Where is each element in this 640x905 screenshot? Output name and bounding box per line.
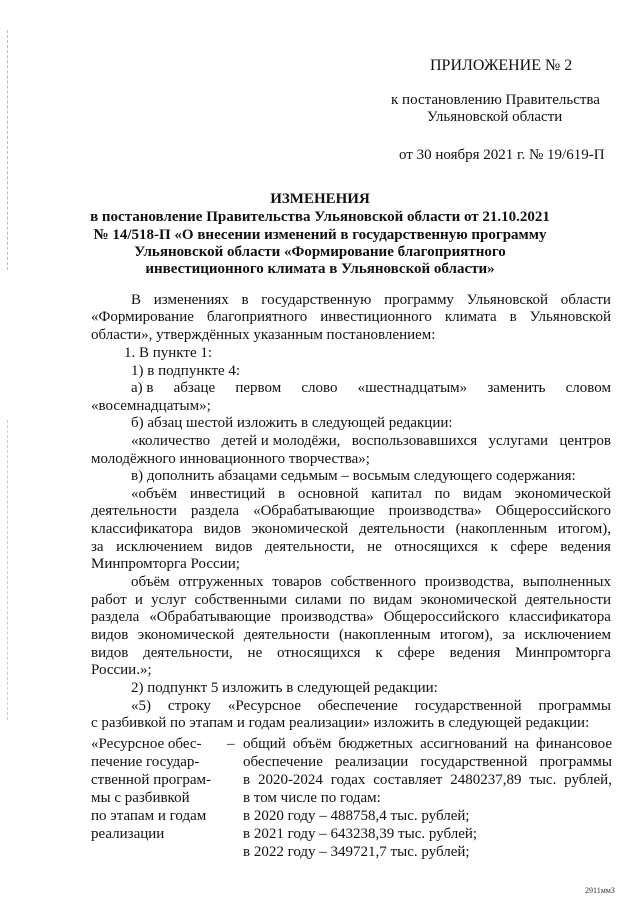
document-code: 2911мм3 <box>585 886 615 895</box>
word: обеспечение <box>243 754 323 770</box>
annex-label: ПРИЛОЖЕНИЕ № 2 <box>430 57 573 74</box>
word: заменить <box>487 380 546 396</box>
word: к <box>490 539 498 555</box>
paragraph-line <box>91 308 611 326</box>
word: экономической <box>137 627 235 643</box>
item-heading: 1. В пункте 1: <box>124 345 213 361</box>
word: в <box>509 309 517 325</box>
table-right-cell-line: в 2020 году – 488758,4 тыс. рублей; <box>243 808 470 824</box>
paragraph-line: б) абзац шестой изложить в следующей редакции: <box>131 415 453 431</box>
word: центров <box>559 433 611 449</box>
word: итогом), <box>557 521 611 537</box>
paragraph-line <box>131 485 611 503</box>
word: «количество <box>131 433 211 449</box>
table-left-cell-line: мы с разбивкой <box>91 790 190 806</box>
table-left-cell-line: ственной програм- <box>91 772 212 788</box>
word: Общероссийского <box>495 503 611 519</box>
word: товаров <box>272 574 322 590</box>
word: сфере <box>510 539 548 555</box>
word: работ <box>91 592 127 608</box>
word: общий <box>243 736 286 752</box>
word: словом <box>565 380 611 396</box>
paragraph-line: России.»; <box>91 662 152 678</box>
paragraph-line <box>91 538 611 556</box>
paragraph-line: в) дополнить абзацами седьмым – восьмым следующего содержания: <box>131 468 576 484</box>
word: государственной <box>414 698 522 714</box>
word: не <box>367 539 382 555</box>
word: тыс. <box>529 772 557 788</box>
word: видам <box>462 486 502 502</box>
word: по <box>349 592 366 608</box>
word: изменениях <box>153 292 229 308</box>
word: «объём <box>131 486 178 502</box>
word: исключением <box>116 539 203 555</box>
word: классификатора <box>509 609 611 625</box>
word: услуг <box>151 592 187 608</box>
table-left-cell-line: по этапам и годам <box>91 808 207 824</box>
paragraph-line <box>131 291 611 309</box>
word: Общероссийского <box>383 609 500 625</box>
word: ассигнований <box>420 736 508 752</box>
word: деятельности <box>243 627 330 643</box>
table-right-cell-line <box>243 753 612 771</box>
word: экономической <box>514 486 611 502</box>
table-left-cell-line: «Ресурсное обес- <box>91 736 202 752</box>
word: «Формирование <box>91 309 194 325</box>
word: услугами <box>488 433 548 449</box>
word: объём <box>292 736 332 752</box>
table-left-cell-line: реализации <box>91 826 165 842</box>
paragraph-line <box>91 626 611 644</box>
word: Ульяновской <box>529 309 611 325</box>
paragraph-line <box>91 591 611 609</box>
word: производства» <box>388 503 482 519</box>
paragraph-line: с разбивкой по этапам и годам реализации» изложить в следующей редакции: <box>91 715 590 731</box>
paragraph-line: Минпромторга России; <box>91 556 240 572</box>
title-line: № 14/518-П «О внесении изменений в государственную программу <box>93 227 547 243</box>
paragraph-line <box>131 573 611 591</box>
paragraph-line <box>91 608 611 626</box>
decree-reference: к постановлению Правительства <box>391 92 600 108</box>
word: деятельности, <box>143 645 233 661</box>
word: бюджетных <box>338 736 414 752</box>
word: видов <box>91 627 129 643</box>
paragraph-line: области», утверждённых указанным постановлением: <box>91 327 436 343</box>
word: выполненных <box>522 574 611 590</box>
word: в <box>243 772 251 788</box>
word: «Обрабатывающие <box>149 609 271 625</box>
word: В <box>131 292 142 308</box>
word: основной <box>297 486 359 502</box>
word: программу <box>384 292 454 308</box>
word: собственными <box>194 592 287 608</box>
word: собственного <box>330 574 416 590</box>
word: Ульяновской <box>466 292 549 308</box>
word: воспользовавшихся <box>351 433 478 449</box>
word: ведения <box>560 539 611 555</box>
word: (накопленным <box>338 627 431 643</box>
word: силами <box>295 592 342 608</box>
word: капитал <box>371 486 422 502</box>
word: относящихся <box>277 645 361 661</box>
paragraph-line <box>91 502 611 520</box>
paragraph-line: 2) подпункт 5 изложить в следующей редакции: <box>131 680 438 696</box>
region-name: Ульяновской области <box>427 109 563 125</box>
table-right-cell-line: в 2022 году – 349721,7 тыс. рублей; <box>243 844 470 860</box>
word: государственную <box>261 292 372 308</box>
word: в <box>278 486 286 502</box>
paragraph-line: «восемнадцатым»; <box>91 398 211 414</box>
word: строку <box>167 698 211 714</box>
word: видам <box>373 592 413 608</box>
word: рублей, <box>564 772 612 788</box>
word: первом <box>235 380 282 396</box>
word: слово <box>301 380 338 396</box>
paragraph-line <box>91 520 611 538</box>
word: составляет <box>373 772 443 788</box>
title-main: ИЗМЕНЕНИЯ <box>270 191 370 207</box>
word: видов <box>91 645 129 661</box>
word: (накопленным <box>455 521 548 537</box>
word: деятельности <box>91 503 177 519</box>
word: в <box>241 292 249 308</box>
word: деятельности, <box>265 539 355 555</box>
word: обеспечение <box>317 698 398 714</box>
word: видов <box>203 521 241 537</box>
word: «Ресурсное <box>227 698 301 714</box>
scan-edge <box>7 420 9 720</box>
word: инвестиций <box>189 486 266 502</box>
word: раздела <box>91 609 140 625</box>
table-right-cell-line <box>243 771 612 789</box>
word: исключением <box>524 627 611 643</box>
word: отгруженных <box>178 574 264 590</box>
word: «шестнадцатым» <box>357 380 468 396</box>
word: инвестиционного <box>320 309 432 325</box>
word: к <box>375 645 383 661</box>
word: годах <box>330 772 366 788</box>
word: ведения <box>449 645 501 661</box>
title-line: в постановление Правительства Ульяновской области от 21.10.2021 <box>90 209 550 225</box>
word: программы <box>538 698 611 714</box>
table-right-cell-line <box>243 735 612 753</box>
word: раздела <box>190 503 240 519</box>
word: а) в <box>131 380 154 396</box>
word: 2020-2024 <box>257 772 323 788</box>
word: деятельности <box>358 521 445 537</box>
table-left-cell-line: печение государ- <box>91 754 200 770</box>
word: «5) <box>131 698 151 714</box>
paragraph-line: молодёжного инновационного творчества»; <box>91 451 370 467</box>
word: итогом), <box>439 627 494 643</box>
decree-date-number: от 30 ноября 2021 г. № 19/619-П <box>399 147 605 163</box>
word: за <box>502 627 516 643</box>
word: сфере <box>397 645 435 661</box>
word: не <box>247 645 263 661</box>
paragraph-line <box>91 644 611 662</box>
word: реализации <box>335 754 409 770</box>
word: деятельности <box>525 592 611 608</box>
word: детей и молодёжи, <box>221 433 341 449</box>
paragraph-line <box>131 697 611 715</box>
word: программы <box>539 754 612 770</box>
subitem-heading: 1) в подпункте 4: <box>131 363 241 379</box>
title-line: инвестиционного климата в Ульяновской области» <box>145 261 495 277</box>
table-dash: – <box>227 736 235 752</box>
word: видов <box>215 539 253 555</box>
word: на <box>514 736 530 752</box>
word: классификатора <box>91 521 193 537</box>
word: за <box>91 539 104 555</box>
word: «Обрабатывающие <box>253 503 375 519</box>
table-right-cell-line: в 2021 году – 643238,39 тыс. рублей; <box>243 826 478 842</box>
word: Минпромторга <box>515 645 611 661</box>
paragraph-line <box>131 379 611 397</box>
word: финансовое <box>536 736 612 752</box>
word: государственной <box>420 754 528 770</box>
table-right-cell-line: в том числе по годам: <box>243 790 381 806</box>
word: 2480237,89 <box>450 772 522 788</box>
word: абзаце <box>173 380 216 396</box>
title-line: Ульяновской области «Формирование благоприятного <box>134 244 506 260</box>
word: благоприятного <box>206 309 308 325</box>
word: производства, <box>424 574 514 590</box>
word: экономической <box>251 521 349 537</box>
paragraph-line <box>131 432 611 450</box>
word: относящихся <box>394 539 478 555</box>
word: производства» <box>280 609 374 625</box>
word: климата <box>444 309 497 325</box>
word: и <box>134 592 143 608</box>
word: экономической <box>420 592 517 608</box>
word: объём <box>131 574 170 590</box>
word: по <box>434 486 451 502</box>
word: области <box>560 292 611 308</box>
